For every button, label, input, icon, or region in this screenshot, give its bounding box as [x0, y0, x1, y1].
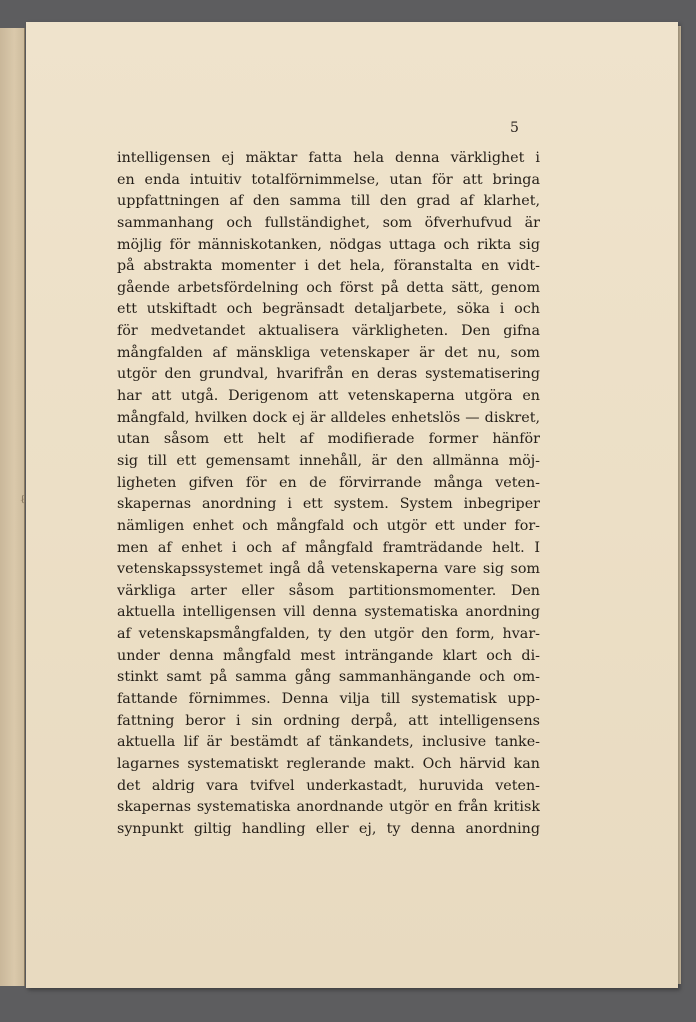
body-text	[117, 148, 540, 841]
text-line: af vetenskapsmångfalden, ty den utgör den form, hvar-	[117, 626, 540, 643]
text-line: mångfalden af mänskliga vetenskaper är det nu, som	[117, 344, 540, 361]
text-line: utan såsom ett helt af modifierade former hänför	[117, 431, 540, 448]
facing-page-edge	[0, 28, 25, 986]
text-line: synpunkt giltig handling eller ej, ty denna anordning	[117, 820, 540, 837]
text-line: värkliga arter eller såsom partitionsmomenter. Den	[117, 582, 540, 599]
text-line: skapernas systematiska anordnande utgör en från kritisk	[117, 799, 540, 816]
text-line: mångfald, hvilken dock ej är alldeles enhetslös — diskret,	[117, 409, 540, 426]
text-line: vetenskapssystemet ingå då vetenskaperna vare sig som	[117, 561, 540, 578]
text-line: skapernas anordning i ett system. System inbegriper	[117, 496, 540, 513]
text-line: det aldrig vara tvifvel underkastadt, huruvida veten-	[117, 777, 540, 794]
text-line: en enda intuitiv totalförnimmelse, utan för att bringa	[117, 171, 540, 188]
text-line: aktuella intelligensen vill denna systematiska anordning	[117, 604, 540, 621]
text-line: fattning beror i sin ordning derpå, att intelligensens	[117, 712, 540, 729]
text-line: aktuella lif är bestämdt af tänkandets, inclusive tanke-	[117, 734, 540, 751]
text-line: utgör den grundval, hvarifrån en deras systematisering	[117, 366, 540, 383]
text-line: ligheten gifven för en de förvirrande många veten-	[117, 474, 540, 491]
text-line: men af enhet i och af mångfald framträdande helt. I	[117, 539, 540, 556]
text-line: ett utskiftadt och begränsadt detaljarbete, söka i och	[117, 301, 540, 318]
text-line: gående arbetsfördelning och först på detta sätt, genom	[117, 279, 540, 296]
margin-mark-icon: ℓ	[20, 492, 26, 506]
text-line: möjlig för människotanken, nödgas uttaga och rikta sig	[117, 236, 540, 253]
text-line: sammanhang och fullständighet, som öfverhufvud är	[117, 214, 540, 231]
text-line: under denna mångfald mest inträngande klart och di-	[117, 647, 540, 664]
text-line: fattande förnimmes. Denna vilja till systematisk upp-	[117, 691, 540, 708]
text-line: nämligen enhet och mångfald och utgör ett under for-	[117, 517, 540, 534]
text-line: sig till ett gemensamt innehåll, är den allmänna möj-	[117, 452, 540, 469]
text-line: stinkt samt på samma gång sammanhängande och om-	[117, 669, 540, 686]
text-line: för medvetandet aktualisera värkligheten. Den gifna	[117, 323, 540, 340]
text-line: har att utgå. Derigenom att vetenskaperna utgöra en	[117, 388, 540, 405]
text-line: på abstrakta momenter i det hela, föranstalta en vidt-	[117, 258, 540, 275]
page-number: 5	[510, 120, 519, 136]
text-line: uppfattningen af den samma till den grad af klarhet,	[117, 193, 540, 210]
text-line: lagarnes systematiskt reglerande makt. Och härvid kan	[117, 755, 540, 772]
text-line: intelligensen ej mäktar fatta hela denna värklighet i	[117, 150, 540, 166]
